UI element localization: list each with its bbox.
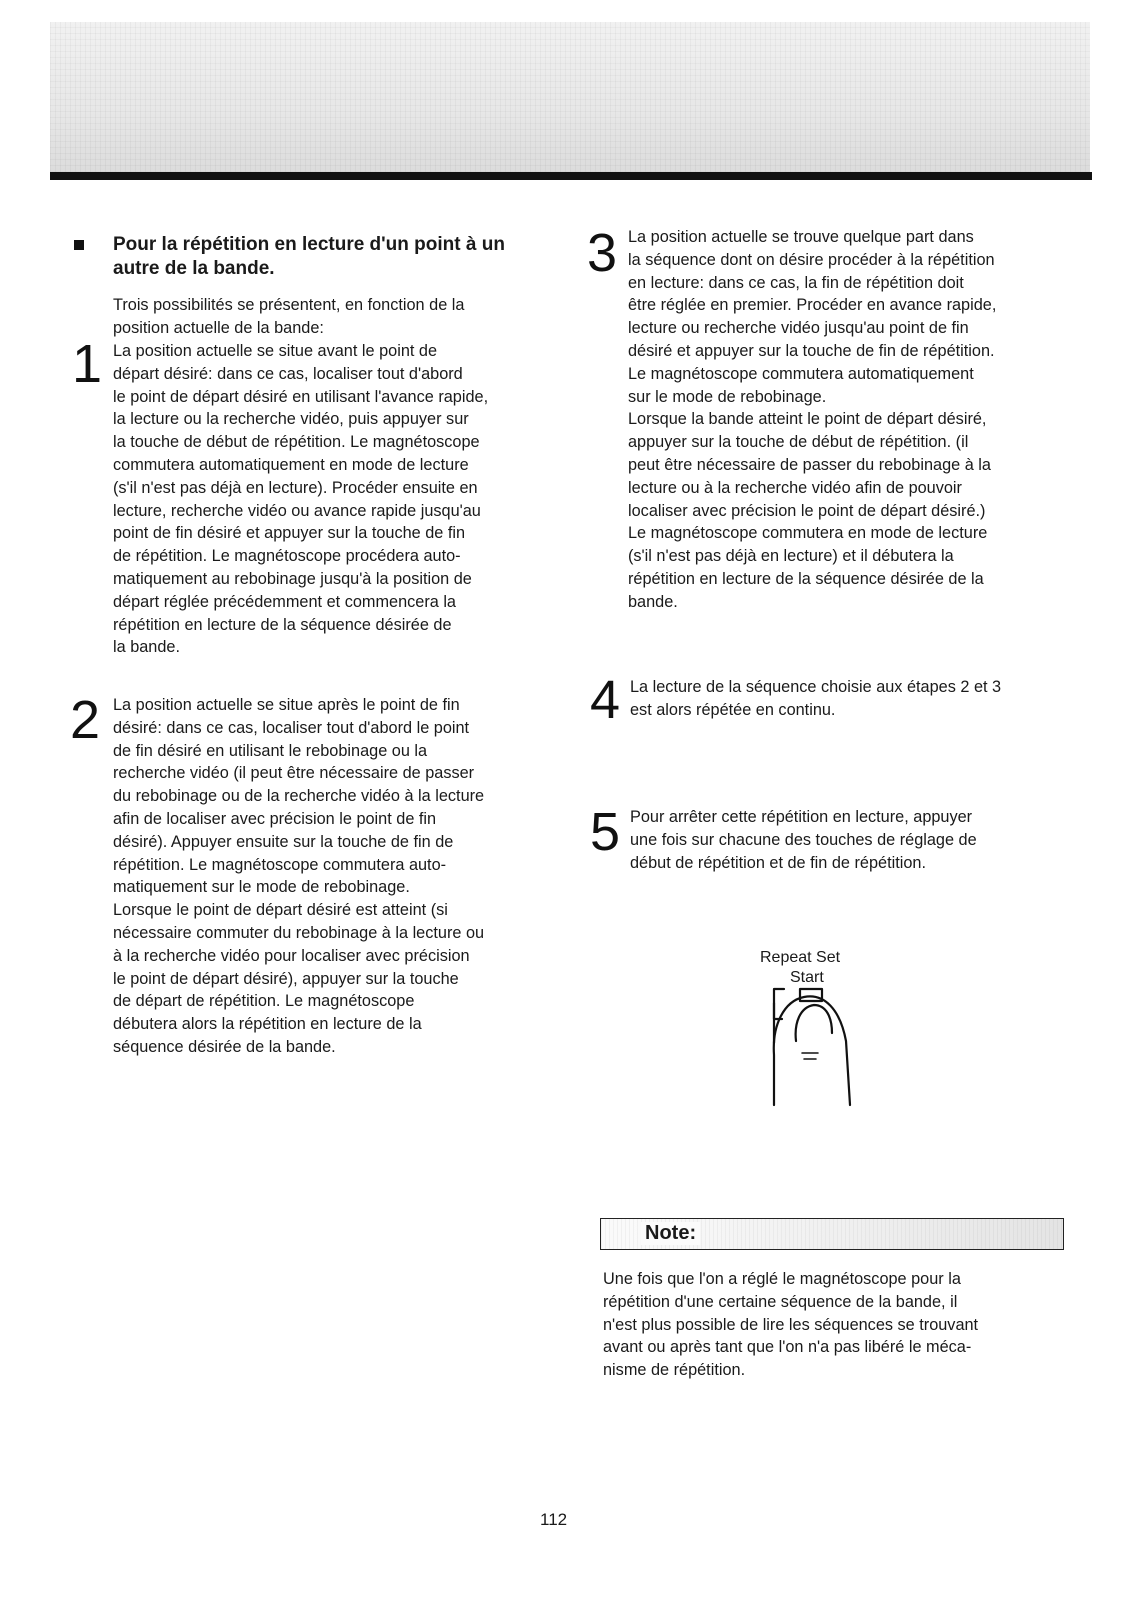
note-line: avant ou après tant que l'on n'a pas libéré le méca-	[603, 1338, 972, 1357]
step-line: désiré et appuyer sur la touche de fin de répétition.	[628, 341, 995, 360]
step-line: du rebobinage ou de la recherche vidéo à la lecture	[113, 787, 485, 806]
step-1-text	[113, 340, 573, 659]
note-line: nisme de répétition.	[603, 1361, 746, 1380]
step-line: La position actuelle se situe après le point de fin	[113, 696, 460, 714]
step-line: début de répétition et de fin de répétition.	[630, 853, 926, 872]
step-line: commutera automatiquement en mode de lecture	[113, 455, 469, 474]
step-line: recherche vidéo (il peut être nécessaire de passer	[113, 764, 475, 783]
header-band	[50, 22, 1090, 172]
note-title: Note:	[641, 1222, 700, 1245]
header-rule	[50, 172, 1092, 180]
step-line: Pour arrêter cette répétition en lecture, appuyer	[630, 808, 973, 826]
step-number-3: 3	[587, 223, 618, 283]
step-line: matiquement au rebobinage jusqu'à la position de	[113, 569, 472, 588]
step-line: débutera alors la répétition en lecture de la	[113, 1015, 422, 1034]
repeat-set-start-figure	[760, 945, 880, 1115]
step-line: de départ de répétition. Le magnétoscope	[113, 992, 415, 1011]
step-line: le point de départ désiré), appuyer sur la touche	[113, 969, 459, 988]
step-line: de fin désiré en utilisant le rebobinage ou la	[113, 741, 428, 760]
step-line: la lecture ou la recherche vidéo, puis appuyer sur	[113, 410, 469, 429]
step-line: de répétition. Le magnétoscope procédera auto-	[113, 547, 461, 566]
step-line: répétition. Le magnétoscope commutera auto-	[113, 855, 447, 874]
step-line: séquence désirée de la bande.	[113, 1037, 336, 1056]
step-line: départ réglée précédemment et commencera la	[113, 592, 456, 611]
step-line: matiquement sur le mode de rebobinage.	[113, 878, 410, 897]
step-line: lecture ou recherche vidéo jusqu'au point de fin	[628, 319, 969, 338]
step-number-2: 2	[70, 690, 101, 750]
step-line: lecture ou à la recherche vidéo afin de pouvoir	[628, 478, 962, 497]
step-line: afin de localiser avec précision le point de fin	[113, 809, 437, 828]
step-line: à la recherche vidéo pour localiser avec précision	[113, 946, 470, 965]
step-line: (s'il n'est pas déjà en lecture) et il débutera la	[628, 547, 954, 566]
step-line: la séquence dont on désire procéder à la répétition	[628, 250, 995, 269]
step-line: une fois sur chacune des touches de réglage de	[630, 830, 977, 849]
step-3-text	[628, 226, 1073, 614]
step-line: La lecture de la séquence choisie aux étapes 2 et 3	[630, 678, 1002, 696]
intro-text	[113, 294, 563, 340]
step-number-1: 1	[72, 334, 103, 394]
step-line: (s'il n'est pas déjà en lecture). Procéder ensuite en	[113, 478, 478, 497]
step-line: La position actuelle se trouve quelque part dans	[628, 228, 974, 246]
step-line: sur le mode de rebobinage.	[628, 387, 827, 406]
note-line: répétition d'une certaine séquence de la bande, il	[603, 1292, 958, 1311]
note-text	[603, 1268, 1063, 1382]
step-line: le point de départ désiré en utilisant l'avance rapide,	[113, 387, 489, 406]
step-line: désiré: dans ce cas, localiser tout d'abord le point	[113, 718, 470, 737]
step-line: point de fin désiré et appuyer sur la touche de fin	[113, 524, 466, 543]
figure-label-start: Start	[790, 969, 824, 986]
step-line: Lorsque la bande atteint le point de départ désiré,	[628, 410, 987, 429]
intro-line: Trois possibilités se présentent, en fonction de la	[113, 296, 465, 314]
figure-label-repeat-set: Repeat Set	[760, 949, 841, 966]
step-line: être réglée en premier. Procéder en avance rapide,	[628, 296, 997, 315]
step-line: bande.	[628, 592, 678, 611]
step-line: lecture, recherche vidéo ou avance rapide jusqu'au	[113, 501, 481, 520]
step-line: désiré). Appuyer ensuite sur la touche de fin de	[113, 832, 454, 851]
step-5-text	[630, 806, 1070, 874]
step-line: la touche de début de répétition. Le magnétoscope	[113, 433, 480, 452]
note-header-box	[600, 1218, 1064, 1250]
step-line: départ désiré: dans ce cas, localiser tout d'abord	[113, 364, 463, 383]
step-line: Le magnétoscope commutera en mode de lecture	[628, 524, 988, 543]
heading-bullet	[74, 240, 84, 250]
finger-press-icon	[760, 945, 880, 1115]
step-line: en lecture: dans ce cas, la fin de répétition doit	[628, 273, 964, 292]
step-line: appuyer sur la touche de début de répétition. (il	[628, 433, 969, 452]
page-number: 112	[540, 1510, 568, 1529]
section-heading: Pour la répétition en lecture d'un point à un autre de la bande.	[113, 234, 505, 279]
intro-line: position actuelle de la bande:	[113, 318, 324, 337]
step-line: localiser avec précision le point de départ désiré.)	[628, 501, 986, 520]
step-number-4: 4	[590, 670, 621, 730]
step-line: nécessaire commuter du rebobinage à la lecture ou	[113, 923, 485, 942]
note-line: Une fois que l'on a réglé le magnétoscope pour la	[603, 1270, 961, 1288]
step-line: répétition en lecture de la séquence désirée de la	[628, 569, 984, 588]
step-line: La position actuelle se situe avant le point de	[113, 342, 438, 360]
step-number-5: 5	[590, 802, 621, 862]
step-line: peut être nécessaire de passer du rebobinage à la	[628, 455, 991, 474]
step-2-text	[113, 694, 573, 1059]
step-line: Le magnétoscope commutera automatiquement	[628, 364, 974, 383]
step-line: Lorsque le point de départ désiré est atteint (si	[113, 901, 448, 920]
step-line: est alors répétée en continu.	[630, 700, 836, 719]
step-line: la bande.	[113, 638, 180, 657]
step-4-text	[630, 676, 1070, 722]
step-line: répétition en lecture de la séquence désirée de	[113, 615, 452, 634]
note-line: n'est plus possible de lire les séquences se trouvant	[603, 1315, 979, 1334]
